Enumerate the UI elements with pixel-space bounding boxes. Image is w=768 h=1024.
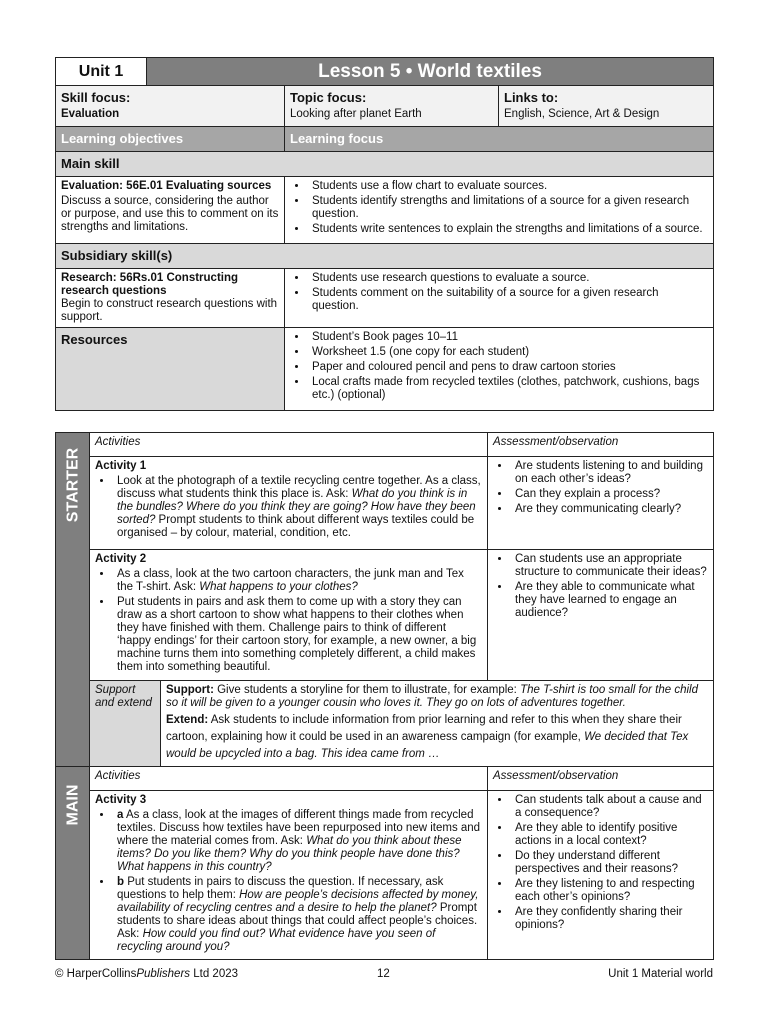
activity-2-text: As a class, look at the two cartoon characters, the junk man and Tex the T-shirt. Ask: (117, 568, 464, 593)
starter-assessment-heading: Assessment/observation (488, 433, 714, 457)
learning-objectives-heading: Learning objectives (56, 127, 285, 152)
list-item: • Are they able to communicate what they have learned to engage an audience? (511, 581, 708, 620)
copyright-year: Ltd 2023 (190, 968, 239, 980)
main-skill-title: Evaluation: 56E.01 Evaluating sources (61, 180, 272, 192)
subsidiary-skill-title: Research: 56Rs.01 Constructing research questions (61, 272, 239, 297)
activity-3a-text: As a class, look at the images of different things made from recycled textiles. Discuss how textiles have been repurposed into new items and where the material comes from. Ask: (117, 809, 481, 847)
activity-2-question: What happens to your clothes? (199, 581, 358, 593)
list-item: • Students use research questions to evaluate a source. (308, 272, 708, 285)
list-item: • Do they understand different perspectives and their reasons? (511, 850, 708, 876)
lesson-plan-table (55, 432, 714, 960)
support-extend-label: Support and extend (90, 681, 161, 767)
support-intro: Give students a storyline for them to illustrate, for example: (213, 684, 521, 696)
links-value: English, Science, Art & Design (504, 108, 660, 120)
activity-2-cell (90, 550, 488, 681)
support-extend-cell (161, 681, 714, 767)
copyright-notice (55, 968, 238, 981)
unit-title-footer: Unit 1 Material world (608, 968, 713, 980)
topic-focus-label: Topic focus: (290, 90, 367, 105)
main-label: MAIN (64, 784, 81, 826)
activity-3b-question: How are people’s decisions affected by money, availability of recycling centres and a desire to help the planet? (117, 889, 479, 914)
learning-focus-heading: Learning focus (285, 127, 714, 152)
activity-1-prompt: Prompt students to think about different ways textiles could be organised – by colour, material, condition, etc. (117, 514, 475, 539)
activity-3b-final-questions: How could you find out? What evidence have you seen of recycling around you? (117, 928, 436, 953)
resources-heading: Resources (56, 328, 285, 411)
activity-1-list (95, 475, 482, 540)
unit-label: Unit 1 (56, 58, 147, 86)
subsidiary-skill-heading: Subsidiary skill(s) (56, 244, 714, 269)
subsidiary-skill-cell (56, 269, 285, 328)
resources-list (290, 331, 708, 402)
main-skill-focus-cell (285, 177, 714, 244)
list-item (113, 876, 482, 954)
activity-3-assessment-cell (488, 791, 714, 960)
item-letter: b (117, 876, 125, 888)
activity-1-text: Look at the photograph of a textile recycling centre together. As a class, discuss what students think this place is. Ask: (117, 475, 481, 500)
activity-3-title: Activity 3 (95, 794, 147, 806)
activity-1-questions: What do you think is in the bundles? Where do you think they are going? How have they been sorted? (117, 488, 476, 526)
activity-1-title: Activity 1 (95, 460, 147, 472)
main-assessment-heading: Assessment/observation (488, 767, 714, 791)
skill-focus-cell (56, 86, 285, 127)
main-skill-text: Discuss a source, considering the author or purpose, and use this to comment on its strengths and limitations. (61, 195, 279, 233)
list-item: • Students identify strengths and limitations of a source for a given research question. (308, 195, 708, 221)
list-item (113, 809, 482, 874)
skill-focus-label: Skill focus: (61, 90, 131, 105)
copyright-owner: © HarperCollins (55, 968, 137, 980)
activity-2-assessment-cell (488, 550, 714, 681)
starter-activities-heading: Activities (90, 433, 488, 457)
extend-example: We decided that Tex would be upcycled into a bag. This idea came from … (166, 731, 689, 760)
extend-intro: Ask students to include information from prior learning and refer to this when they share their cartoon, explaining how it could be used in an awareness campaign (for example, (166, 714, 682, 743)
lesson-title: Lesson 5 • World textiles (147, 58, 714, 86)
list-item: • Are they able to identify positive actions in a local context? (511, 822, 708, 848)
main-activities-heading: Activities (90, 767, 488, 791)
main-sidebar (56, 767, 90, 960)
subsidiary-skill-text: Begin to construct research questions with support. (61, 298, 278, 323)
list-item (113, 568, 482, 594)
list-item: • Are they communicating clearly? (511, 503, 708, 516)
support-text (166, 684, 708, 710)
list-item: • Students use a flow chart to evaluate sources. (308, 180, 708, 193)
activity-2-assessment-list (493, 553, 708, 620)
starter-sidebar (56, 433, 90, 767)
list-item: • Are they confidently sharing their opinions? (511, 906, 708, 932)
support-storyline: The T-shirt is too small for the child so it will be given to a younger cousin who loves it. They go on lots of adventures together. (166, 684, 698, 709)
lesson-overview-table (55, 57, 714, 411)
main-skill-heading: Main skill (56, 152, 714, 177)
list-item: • Students comment on the suitability of a source for a given research question. (308, 287, 708, 313)
subsidiary-focus-cell (285, 269, 714, 328)
links-label: Links to: (504, 90, 559, 105)
main-skill-cell (56, 177, 285, 244)
activity-1-assessment-list (493, 460, 708, 516)
item-letter: a (117, 809, 124, 821)
resources-cell (285, 328, 714, 411)
activity-2-list (95, 568, 482, 674)
extend-label: Extend: (166, 714, 209, 726)
list-item: • Can students use an appropriate structure to communicate their ideas? (511, 553, 708, 579)
list-item: • Can they explain a process? (511, 488, 708, 501)
list-item: • Are they listening to and respecting each other’s opinions? (511, 878, 708, 904)
topic-focus-cell (285, 86, 499, 127)
support-label: Support: (166, 684, 214, 696)
activity-3b-prompt: Prompt students to share ideas about things that could affect people’s choices. Ask: (117, 902, 478, 940)
list-item: • Paper and coloured pencil and pens to draw cartoon stories (308, 361, 708, 374)
topic-focus-value: Looking after planet Earth (290, 108, 422, 120)
links-cell (499, 86, 714, 127)
extend-text (166, 712, 708, 763)
activity-3-list (95, 809, 482, 954)
page-number: 12 (377, 968, 390, 980)
list-item: • Student’s Book pages 10–11 (308, 331, 708, 344)
list-item: • Students write sentences to explain the strengths and limitations of a source. (308, 223, 708, 236)
activity-3a-questions: What do you think about these items? Do you like them? Why do you think people have done this? What happens in this country? (117, 835, 462, 873)
list-item: • Worksheet 1.5 (one copy for each student) (308, 346, 708, 359)
copyright-publishers: Publishers (136, 968, 191, 980)
main-skill-focus-list (290, 180, 708, 236)
skill-focus-value: Evaluation (61, 108, 120, 120)
list-item (113, 475, 482, 540)
activity-1-cell (90, 457, 488, 550)
list-item: • Are students listening to and building on each other’s ideas? (511, 460, 708, 486)
activity-3-cell (90, 791, 488, 960)
list-item: • Put students in pairs and ask them to come up with a story they can draw as a short cartoon to show what happens to their clothes when they have finished with them. Challenge pairs to think of different ‘happy endings’ for their cartoon story, for example, a new owner, a big machine turns them into something completely different, a child makes them into something beautiful. (113, 596, 482, 674)
list-item: • Can students talk about a cause and a consequence? (511, 794, 708, 820)
activity-1-assessment-cell (488, 457, 714, 550)
activity-3-assessment-list (493, 794, 708, 932)
subsidiary-focus-list (290, 272, 708, 313)
activity-2-title: Activity 2 (95, 553, 147, 565)
starter-label: STARTER (64, 447, 81, 523)
list-item: • Local crafts made from recycled textiles (clothes, patchwork, cushions, bags etc.) (optional) (308, 376, 708, 402)
activity-3b-text: Put students in pairs to discuss the question. If necessary, ask questions to help them: (117, 876, 444, 901)
